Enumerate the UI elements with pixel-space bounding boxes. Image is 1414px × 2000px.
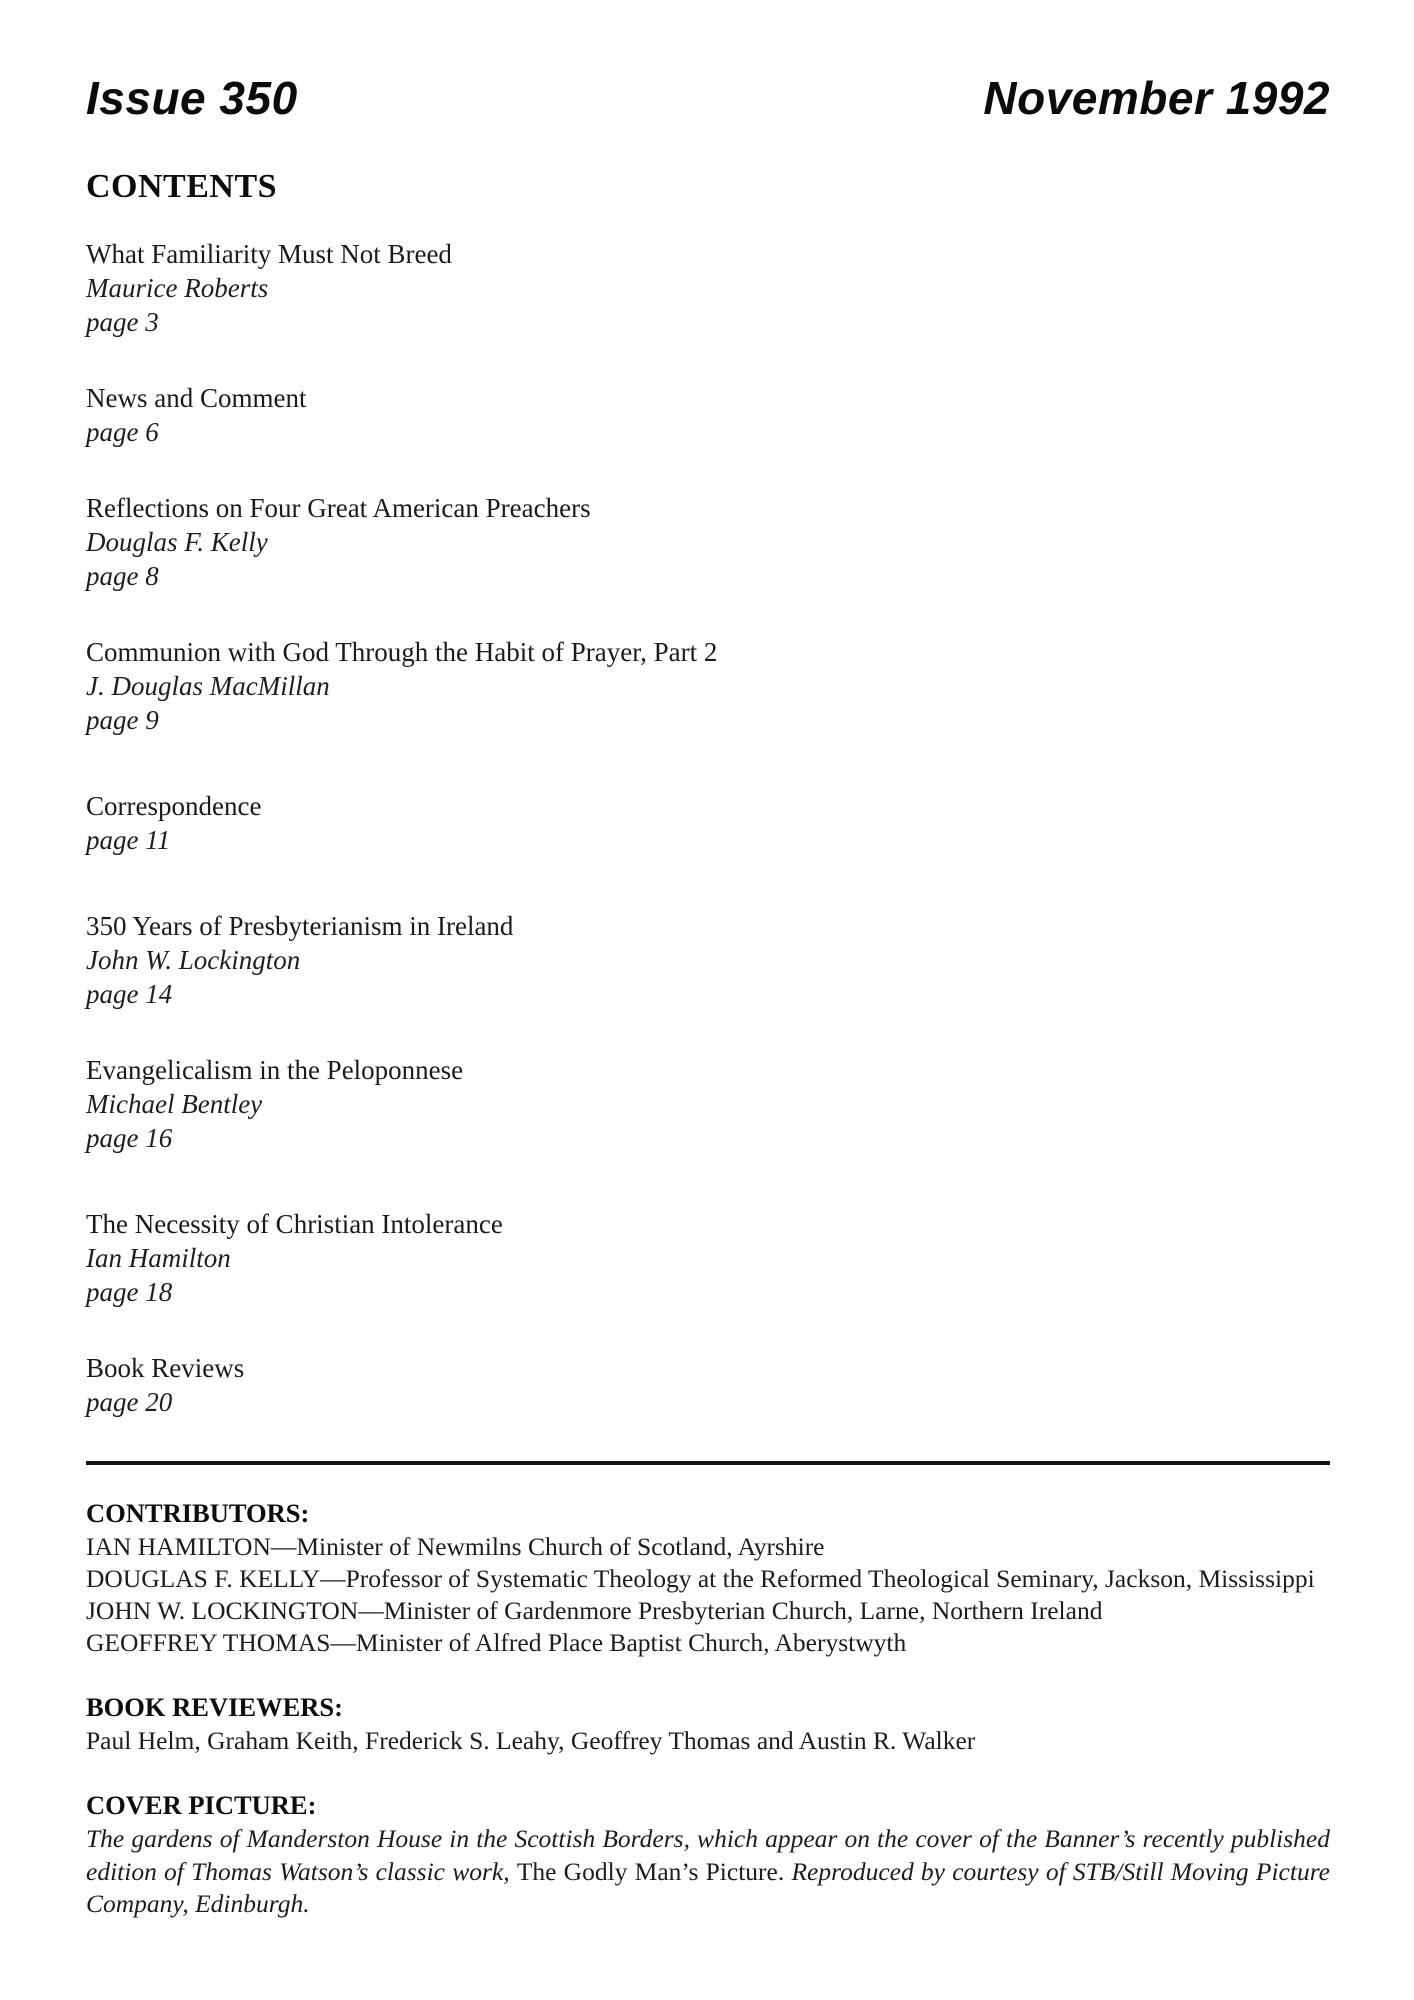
toc-item <box>86 237 1330 339</box>
article-author: John W. Lockington <box>86 945 301 976</box>
toc-item <box>86 1053 1330 1155</box>
contributor-entry: IAN HAMILTON—Minister of Newmilns Church of Scotland, Ayrshire <box>86 1532 825 1562</box>
contributors-section <box>86 1497 1330 1659</box>
article-page-number: page 16 <box>86 1123 173 1154</box>
article-title: 350 Years of Presbyterianism in Ireland <box>86 911 514 942</box>
article-author: Michael Bentley <box>86 1089 263 1120</box>
book-reviewers-heading: BOOK REVIEWERS: <box>86 1692 343 1723</box>
toc-item <box>86 789 1330 857</box>
article-author: Douglas F. Kelly <box>86 527 268 558</box>
article-author: J. Douglas MacMillan <box>86 671 330 702</box>
toc-item <box>86 1207 1330 1309</box>
issue-date: November 1992 <box>983 72 1330 124</box>
article-author: Maurice Roberts <box>86 273 269 304</box>
cover-caption-italic-1: The gardens of Manderston House in the Scottish Borders, which appear on the cover of the Banner’s recently published edition of Thomas Watson’s classic work, <box>86 1824 1330 1886</box>
toc-item <box>86 491 1330 593</box>
article-page-number: page 8 <box>86 561 159 592</box>
article-title: Reflections on Four Great American Preachers <box>86 493 591 524</box>
cover-picture-section <box>86 1789 1330 1921</box>
contributor-entry: JOHN W. LOCKINGTON—Minister of Gardenmore Presbyterian Church, Larne, Northern Ireland <box>86 1596 1103 1626</box>
article-page-number: page 14 <box>86 979 173 1010</box>
masthead <box>86 74 1330 124</box>
issue-number: Issue 350 <box>86 72 298 124</box>
toc-item <box>86 1351 1330 1419</box>
contributor-entry: DOUGLAS F. KELLY—Professor of Systematic Theology at the Reformed Theological Seminary, Jackson, Mississippi <box>86 1564 1315 1594</box>
table-of-contents <box>86 237 1330 1419</box>
contents-heading: CONTENTS <box>86 167 278 205</box>
article-title: Communion with God Through the Habit of Prayer, Part 2 <box>86 637 718 668</box>
article-author: Ian Hamilton <box>86 1243 231 1274</box>
contributors-heading: CONTRIBUTORS: <box>86 1498 310 1529</box>
cover-picture-heading: COVER PICTURE: <box>86 1790 317 1821</box>
article-page-number: page 6 <box>86 417 159 448</box>
article-page-number: page 3 <box>86 307 159 338</box>
article-title: Evangelicalism in the Peloponnese <box>86 1055 464 1086</box>
article-page-number: page 9 <box>86 705 159 736</box>
cover-picture-caption <box>86 1823 1330 1921</box>
toc-item <box>86 381 1330 449</box>
toc-item <box>86 909 1330 1011</box>
cover-caption-book-title: The Godly Man’s Picture. <box>516 1856 785 1886</box>
divider-rule <box>86 1461 1330 1465</box>
article-title: News and Comment <box>86 383 307 414</box>
article-title: The Necessity of Christian Intolerance <box>86 1209 503 1240</box>
toc-item <box>86 635 1330 737</box>
book-reviewers-section <box>86 1691 1330 1757</box>
article-page-number: page 18 <box>86 1277 173 1308</box>
contributor-entry: GEOFFREY THOMAS—Minister of Alfred Place Baptist Church, Aberystwyth <box>86 1628 907 1658</box>
cover-caption-italic-2: Reproduced by courtesy of STB/Still Moving Picture Company, Edinburgh. <box>86 1856 1331 1919</box>
article-title: Book Reviews <box>86 1353 245 1384</box>
book-reviewers-names: Paul Helm, Graham Keith, Frederick S. Leahy, Geoffrey Thomas and Austin R. Walker <box>86 1726 976 1756</box>
article-page-number: page 20 <box>86 1387 173 1418</box>
article-title: Correspondence <box>86 791 262 822</box>
article-title: What Familiarity Must Not Breed <box>86 239 452 270</box>
article-page-number: page 11 <box>86 825 171 856</box>
